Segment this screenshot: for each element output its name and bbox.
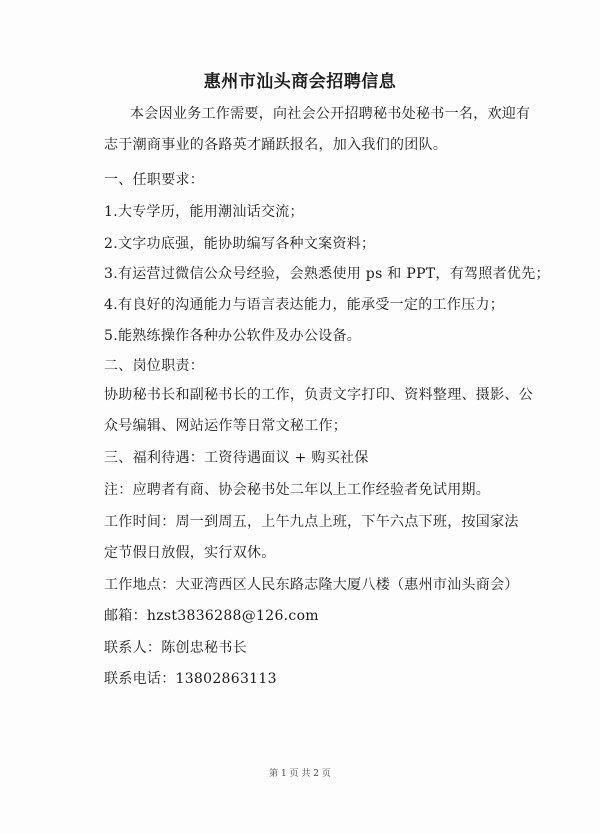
duties-line-2: 众号编辑、网站运作等日常文秘工作； (104, 418, 348, 434)
work-time-line-1: 工作时间：周一到周五，上午九点上班，下午六点下班，按国家法 (104, 514, 519, 530)
requirements-heading: 一、任职要求： (104, 172, 205, 188)
benefits-line: 三、福利待遇：工资待遇面议 + 购买社保 (104, 450, 369, 466)
duties-line-1: 协助秘书长和副秘书长的工作，负责文字打印、资料整理、摄影、公 (104, 387, 533, 403)
work-time-line-2: 定节假日放假，实行双休。 (104, 545, 276, 561)
page-number-footer: 第 1 页 共 2 页 (269, 769, 331, 779)
requirement-item-5: 5.能熟练操作各种办公软件及办公设备。 (104, 328, 362, 344)
contact-person-line: 联系人：陈创忠秘书长 (104, 640, 247, 656)
requirement-item-2: 2.文字功底强，能协助编写各种文案资料； (104, 236, 376, 252)
requirement-item-1: 1.大专学历，能用潮汕话交流； (104, 204, 304, 220)
document-title: 惠州市汕头商会招聘信息 (203, 72, 397, 92)
intro-line-1: 本会因业务工作需要，向社会公开招聘秘书处秘书一名，欢迎有 (130, 106, 531, 122)
intro-line-2: 志于潮商事业的各路英才踊跃报名，加入我们的团队。 (104, 137, 448, 153)
requirement-item-4: 4.有良好的沟通能力与语言表达能力，能承受一定的工作压力； (104, 297, 505, 313)
email-line: 邮箱：hzst3836288@126.com (104, 608, 319, 624)
work-location-line: 工作地点：大亚湾西区人民东路志隆大厦八楼（惠州市汕头商会） (104, 577, 519, 593)
duties-heading: 二、岗位职责： (104, 358, 205, 374)
phone-line: 联系电话：13802863113 (104, 671, 277, 687)
requirement-item-3: 3.有运营过微信公众号经验，会熟悉使用 ps 和 PPT，有驾照者优先； (104, 266, 550, 282)
note-line: 注：应聘者有商、协会秘书处二年以上工作经验者免试用期。 (104, 482, 491, 498)
